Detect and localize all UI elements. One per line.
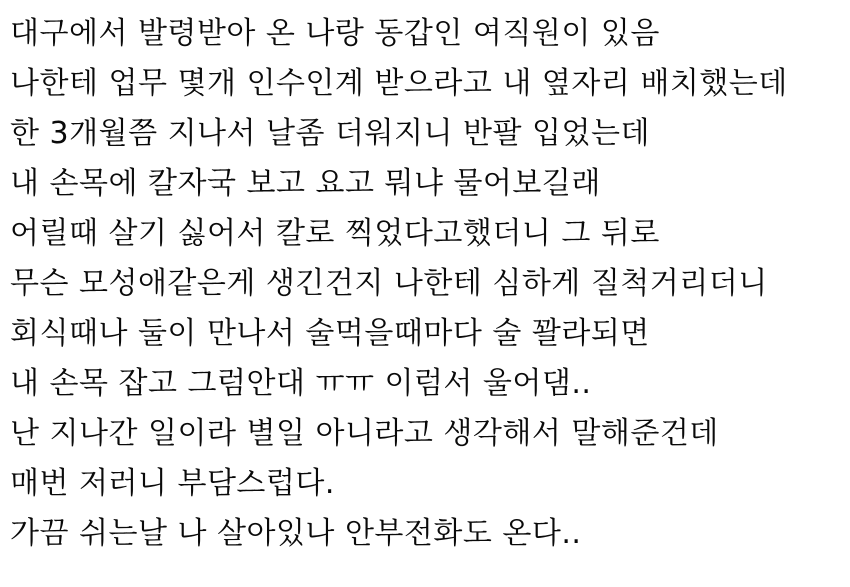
- text-line: 어릴때 살기 싫어서 칼로 찍었다고했더니 그 뒤로: [10, 216, 660, 251]
- text-line: 나한테 업무 몇개 인수인계 받으라고 내 옆자리 배치했는데: [10, 66, 788, 101]
- text-line: 회식때나 둘이 만나서 술먹을때마다 술 꽐라되면: [10, 316, 650, 351]
- text-content: [10, 9, 840, 559]
- text-line: 한 3개월쯤 지나서 날좀 더워지니 반팔 입었는데: [10, 116, 650, 151]
- text-line: 대구에서 발령받아 온 나랑 동갑인 여직원이 있음: [10, 16, 660, 51]
- text-line: 내 손목 잡고 그럼안대 ㅠㅠ 이럼서 울어댐..: [10, 366, 592, 401]
- text-line: 내 손목에 칼자국 보고 요고 뭐냐 물어보길래: [10, 166, 601, 201]
- text-line: 난 지나간 일이라 별일 아니라고 생각해서 말해준건데: [10, 416, 719, 451]
- text-line: 무슨 모성애같은게 생긴건지 나한테 심하게 질척거리더니: [10, 266, 768, 301]
- text-line: 가끔 쉬는날 나 살아있나 안부전화도 온다..: [10, 516, 582, 551]
- text-line: 매번 저러니 부담스럽다.: [10, 466, 335, 501]
